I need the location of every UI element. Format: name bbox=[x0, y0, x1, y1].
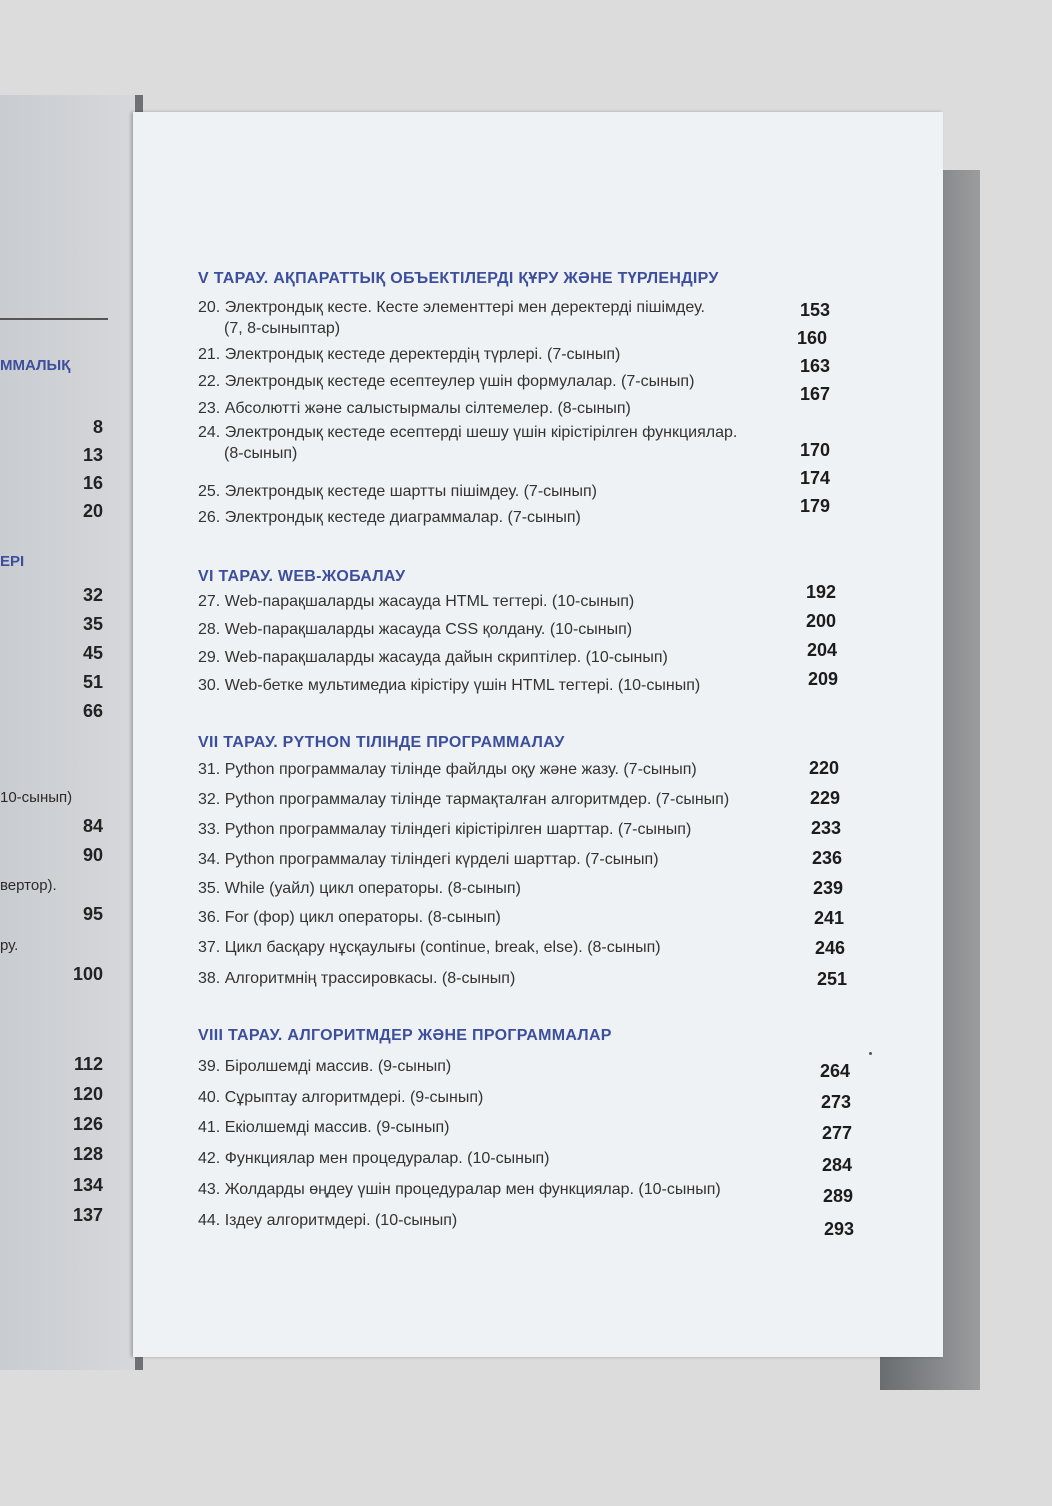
toc-entry: 23. Абсолютті және салыстырмалы сілтемелер. (8-сынып) bbox=[198, 400, 631, 417]
toc-entry: 22. Электрондық кестеде есептеулер үшін формулалар. (7-сынып) bbox=[198, 373, 695, 390]
toc-entry: 21. Электрондық кестеде деректердің түрлері. (7-сынып) bbox=[198, 346, 621, 363]
entry-text: 20. Электрондық кесте. Кесте элементтері мен деректерді пішімдеу. bbox=[198, 299, 705, 316]
left-page bbox=[0, 95, 143, 1370]
page-number: 204 bbox=[806, 640, 837, 660]
toc-entry: 44. Іздеу алгоритмдері. (10-сынып) bbox=[198, 1212, 458, 1229]
page-number: 174 bbox=[799, 468, 830, 488]
left-page-number: 16 bbox=[82, 473, 103, 493]
left-page-number: 112 bbox=[73, 1054, 103, 1074]
toc-entry: 30. Web-бетке мультимедиа кірістіру үшін HTML тегтері. (10-сынып) bbox=[198, 677, 701, 694]
left-page-number: 8 bbox=[92, 417, 103, 437]
toc-entry: 43. Жолдарды өңдеу үшін процедуралар мен функциялар. (10-сынып) bbox=[198, 1181, 721, 1198]
left-page-number: 128 bbox=[72, 1144, 103, 1164]
page-number: 179 bbox=[799, 496, 830, 516]
toc-entry: 32. Python программалау тілінде тармақталған алгоритмдер. (7-сынып) bbox=[198, 791, 730, 808]
left-page-number: 66 bbox=[82, 701, 103, 721]
toc-entry: 37. Цикл басқару нұсқаулығы (continue, break, else). (8-сынып) bbox=[198, 939, 661, 956]
toc-entry: 38. Алгоритмнің трассировкасы. (8-сынып) bbox=[198, 970, 516, 987]
toc-entry: 28. Web-парақшаларды жасауда CSS қолдану. (10-сынып) bbox=[198, 621, 633, 638]
toc-entry: 26. Электрондық кестеде диаграммалар. (7-сынып) bbox=[198, 509, 581, 526]
left-page-number: 120 bbox=[72, 1084, 103, 1104]
left-page-number: 134 bbox=[72, 1175, 103, 1195]
page-number: 170 bbox=[799, 440, 830, 460]
page-number: 167 bbox=[799, 384, 830, 404]
section-title-vi: VI ТАРАУ. WEB-ЖОБАЛАУ bbox=[198, 568, 406, 585]
entry-subtext: (8-сынып) bbox=[224, 445, 298, 462]
toc-entry bbox=[198, 299, 705, 338]
left-page-number: 35 bbox=[82, 614, 103, 634]
page-number: 233 bbox=[810, 818, 841, 838]
left-fragment: ру. bbox=[0, 937, 19, 954]
page-number: 200 bbox=[805, 611, 836, 631]
toc-entry: 25. Электрондық кестеде шартты пішімдеу. (7-сынып) bbox=[198, 483, 597, 500]
toc-entry: 40. Сұрыптау алгоритмдері. (9-сынып) bbox=[198, 1089, 484, 1106]
page-number: 209 bbox=[807, 669, 838, 689]
left-page-number: 137 bbox=[72, 1205, 103, 1225]
left-page-number: 90 bbox=[82, 845, 103, 865]
page-number: 284 bbox=[821, 1155, 852, 1175]
page-number: 241 bbox=[813, 908, 844, 928]
left-page-number: 45 bbox=[82, 643, 103, 663]
toc-entry: 36. For (фор) цикл операторы. (8-сынып) bbox=[198, 909, 501, 926]
left-page-number: 20 bbox=[82, 501, 103, 521]
toc-entry: 29. Web-парақшаларды жасауда дайын скриптілер. (10-сынып) bbox=[198, 649, 668, 666]
page-number: 289 bbox=[822, 1186, 853, 1206]
page-number: 246 bbox=[814, 938, 845, 958]
page-number: 251 bbox=[816, 969, 847, 989]
toc-entry bbox=[198, 424, 737, 463]
left-page-number: 126 bbox=[72, 1114, 103, 1134]
page-number: 239 bbox=[812, 878, 843, 898]
toc-entry: 42. Функциялар мен процедуралар. (10-сынып) bbox=[198, 1150, 550, 1167]
page-number: 264 bbox=[819, 1061, 850, 1081]
page-number: 192 bbox=[805, 582, 836, 602]
entry-subtext: (7, 8-сыныптар) bbox=[224, 320, 341, 337]
speck bbox=[869, 1052, 872, 1055]
page-number: 229 bbox=[809, 788, 840, 808]
contents-page bbox=[133, 112, 943, 1357]
left-fragment: 10-сынып) bbox=[0, 789, 73, 806]
toc-entry: 35. While (уайл) цикл операторы. (8-сынып) bbox=[198, 880, 521, 897]
left-page-number: 32 bbox=[82, 585, 103, 605]
left-fragment: ЕРІ bbox=[0, 553, 25, 570]
section-title-viii: VIII ТАРАУ. АЛГОРИТМДЕР ЖӘНЕ ПРОГРАММАЛАР bbox=[198, 1027, 612, 1044]
page-number: 273 bbox=[820, 1092, 851, 1112]
divider-line bbox=[0, 318, 108, 320]
toc-entry: 41. Екіолшемді массив. (9-сынып) bbox=[198, 1119, 450, 1136]
toc-entry: 39. Біролшемді массив. (9-сынып) bbox=[198, 1058, 452, 1075]
section-title-v: V ТАРАУ. АҚПАРАТТЫҚ ОБЪЕКТІЛЕРДІ ҚҰРУ ЖӘНЕ ТҮРЛЕНДІРУ bbox=[198, 270, 719, 287]
left-page-number: 13 bbox=[82, 445, 103, 465]
left-page-number: 100 bbox=[72, 964, 103, 984]
toc-entry: 33. Python программалау тіліндегі кірістірілген шарттар. (7-сынып) bbox=[198, 821, 692, 838]
left-page-number: 51 bbox=[82, 672, 103, 692]
page-number: 236 bbox=[811, 848, 842, 868]
left-page-number: 84 bbox=[82, 816, 103, 836]
toc-entry: 31. Python программалау тілінде файлды оқу және жазу. (7-сынып) bbox=[198, 761, 697, 778]
left-page-number: 95 bbox=[82, 904, 103, 924]
left-fragment: ММАЛЫҚ bbox=[0, 357, 71, 374]
page-number: 153 bbox=[799, 300, 830, 320]
page-number: 163 bbox=[799, 356, 830, 376]
page-number: 220 bbox=[808, 758, 839, 778]
entry-text: 24. Электрондық кестеде есептерді шешу үшін кірістірілген функциялар. bbox=[198, 424, 738, 441]
left-fragment: вертор). bbox=[0, 877, 57, 894]
toc-entry: 27. Web-парақшаларды жасауда HTML тегтері. (10-сынып) bbox=[198, 593, 635, 610]
page-number: 160 bbox=[796, 328, 827, 348]
page-number: 293 bbox=[823, 1219, 854, 1239]
page-number: 277 bbox=[821, 1123, 852, 1143]
section-title-vii: VII ТАРАУ. PYTHON ТІЛІНДЕ ПРОГРАММАЛАУ bbox=[198, 734, 565, 751]
toc-entry: 34. Python программалау тіліндегі күрделі шарттар. (7-сынып) bbox=[198, 851, 659, 868]
